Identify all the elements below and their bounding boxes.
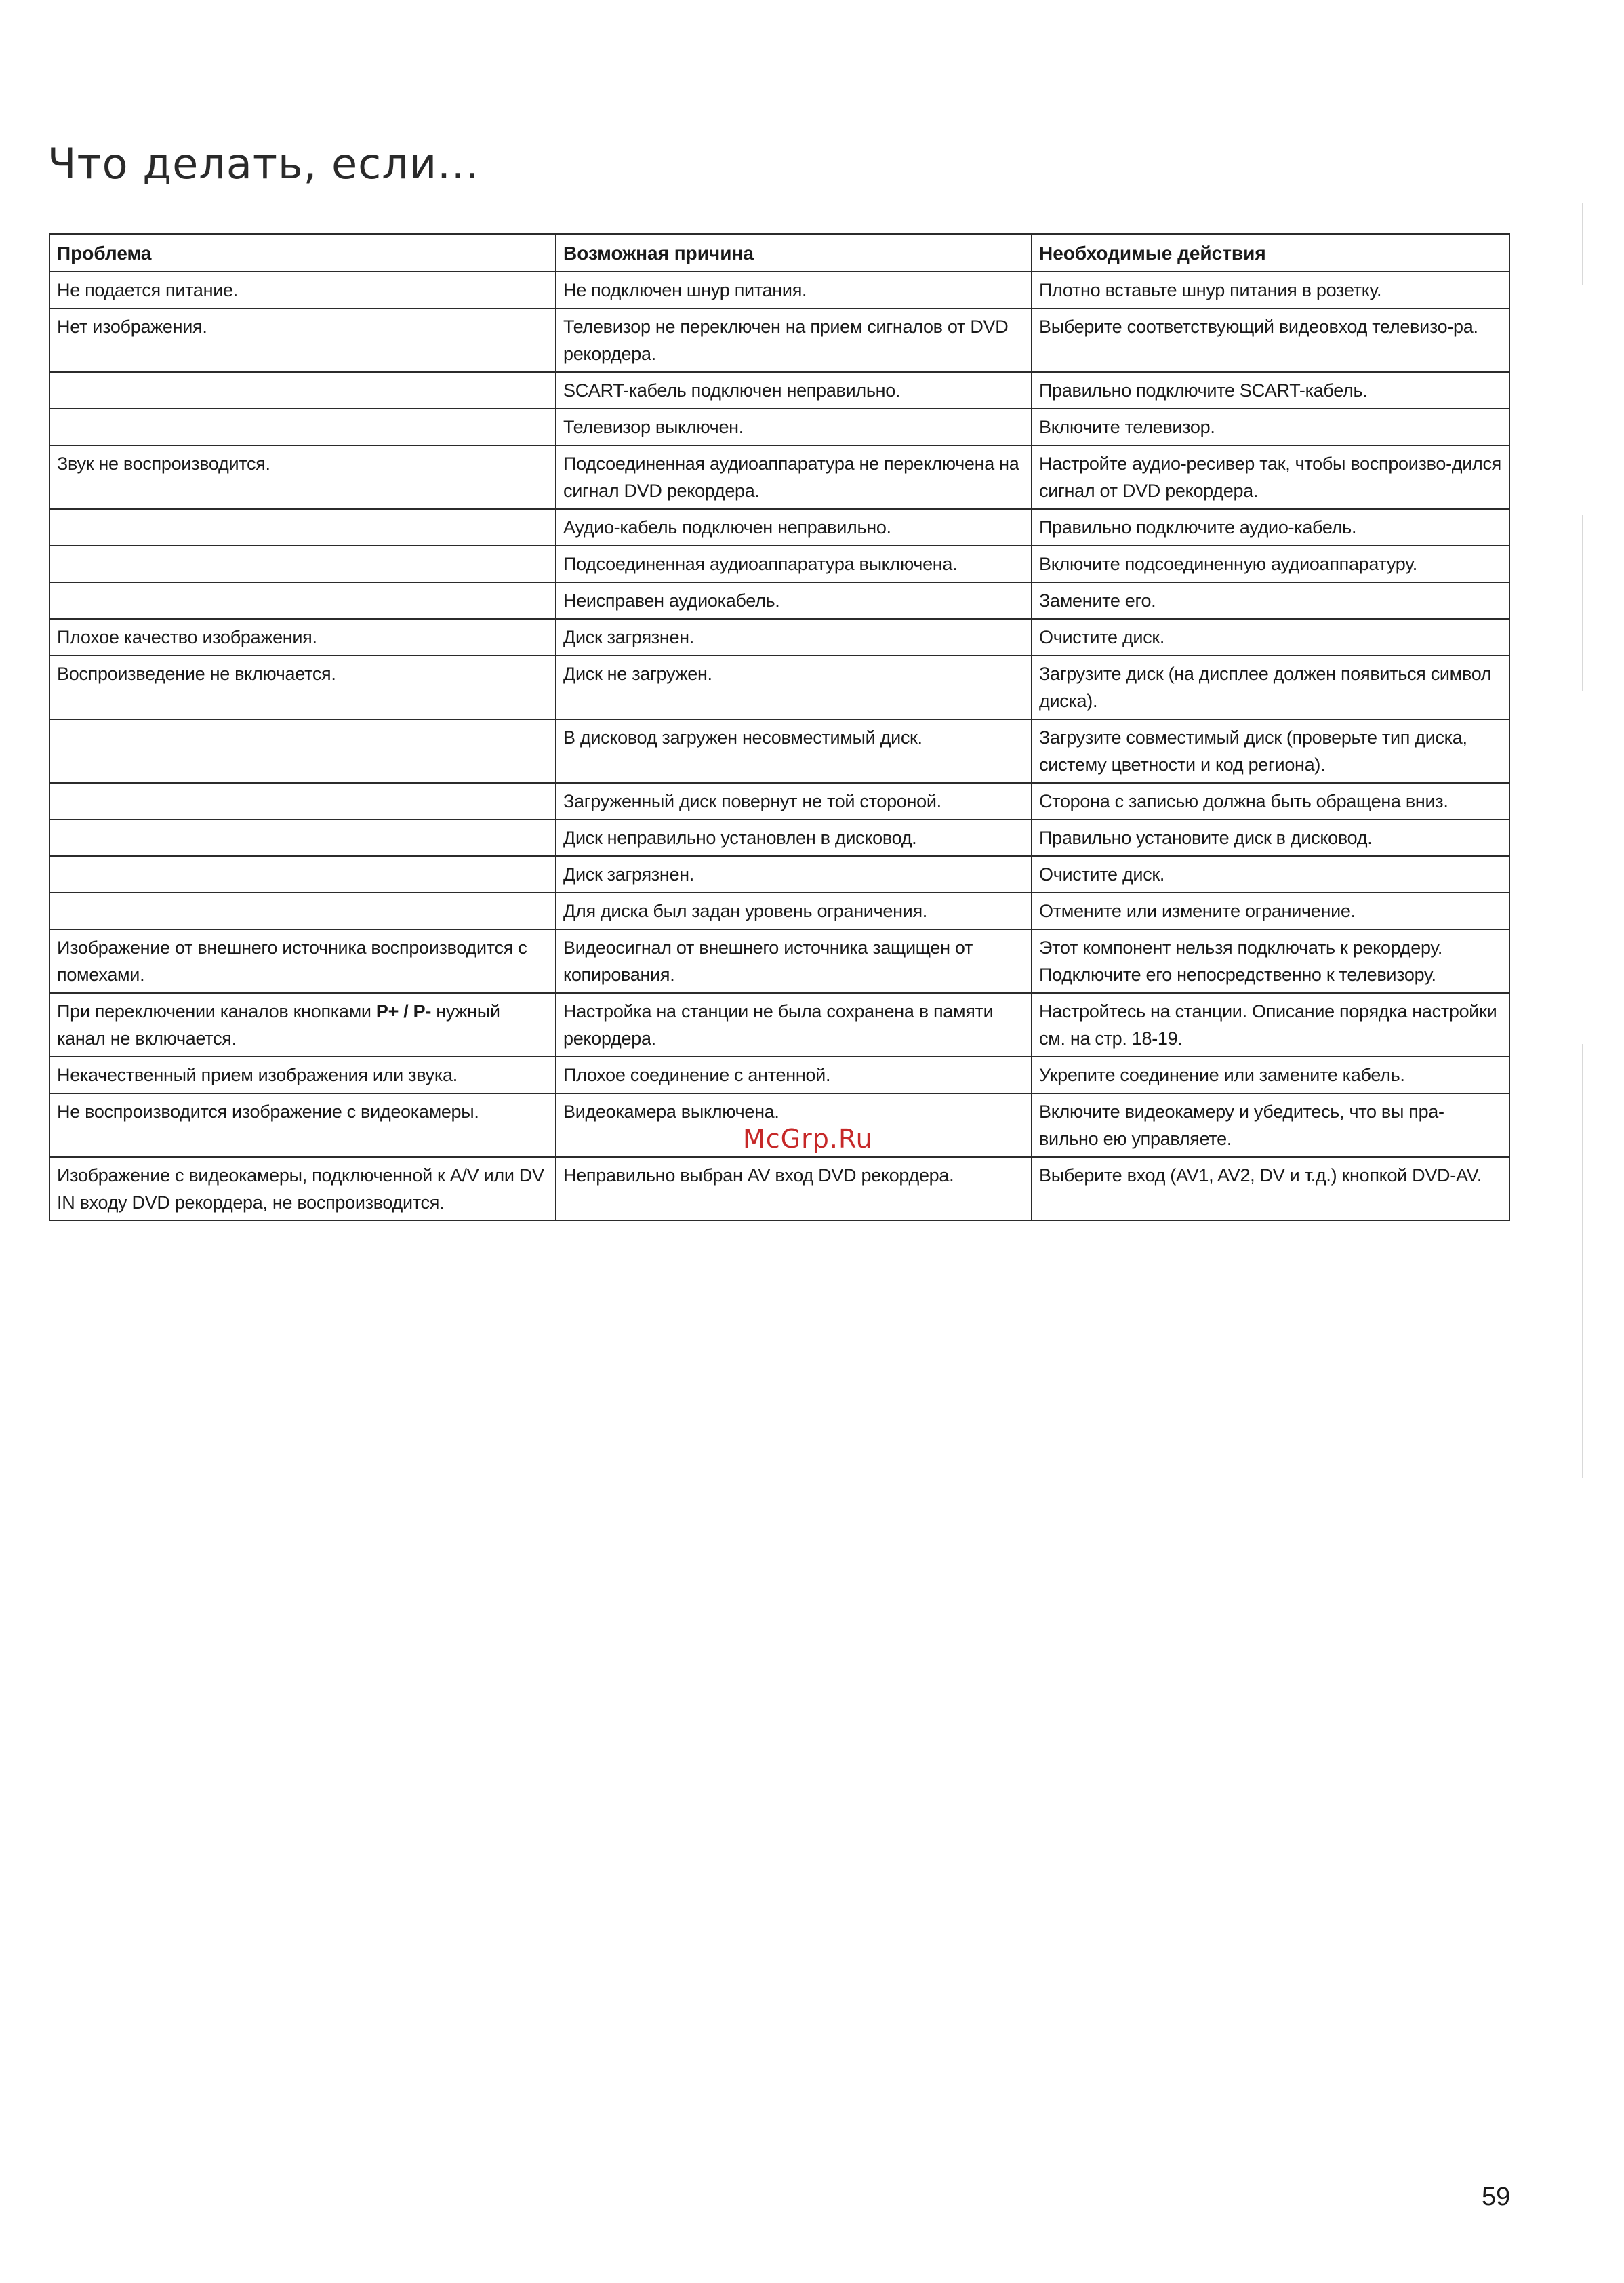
cell-problem: Изображение от внешнего источника воспроизводится с помехами. — [49, 929, 556, 993]
cell-cause: Загруженный диск повернут не той стороной. — [556, 783, 1032, 820]
table-header-row — [49, 234, 1509, 272]
cell-cause: Неисправен аудиокабель. — [556, 582, 1032, 619]
cell-action: Плотно вставьте шнур питания в розетку. — [1032, 272, 1509, 308]
cell-cause: Подсоединенная аудиоаппаратура не переключена на сигнал DVD рекордера. — [556, 445, 1032, 509]
cell-action: Сторона с записью должна быть обращена вниз. — [1032, 783, 1509, 820]
cell-cause: Для диска был задан уровень ограничения. — [556, 893, 1032, 929]
cell-problem — [49, 582, 556, 619]
cell-cause: Неправильно выбран AV вход DVD рекордера. — [556, 1157, 1032, 1221]
cell-problem: Некачественный прием изображения или звука. — [49, 1057, 556, 1093]
cell-action: Выберите соответствующий видеовход телевизо-ра. — [1032, 308, 1509, 372]
cell-action: Выберите вход (AV1, AV2, DV и т.д.) кнопкой DVD-AV. — [1032, 1157, 1509, 1221]
page-number: 59 — [1482, 2183, 1511, 2211]
cell-action: Включите телевизор. — [1032, 409, 1509, 445]
table-row — [49, 856, 1509, 893]
cell-action: Загрузите диск (на дисплее должен появиться символ диска). — [1032, 655, 1509, 719]
table-row — [49, 1157, 1509, 1221]
cell-cause: Подсоединенная аудиоаппаратура выключена. — [556, 546, 1032, 582]
cell-problem: Не подается питание. — [49, 272, 556, 308]
cell-cause: В дисковод загружен несовместимый диск. — [556, 719, 1032, 783]
table-row — [49, 619, 1509, 655]
cell-cause: Видеокамера выключена. — [556, 1093, 1032, 1157]
cell-cause: Не подключен шнур питания. — [556, 272, 1032, 308]
cell-problem — [49, 546, 556, 582]
page-title: Что делать, если... — [47, 139, 480, 188]
table-row — [49, 582, 1509, 619]
table-row — [49, 783, 1509, 820]
scan-edge-mark — [1582, 203, 1583, 285]
table-row — [49, 719, 1509, 783]
cell-problem — [49, 372, 556, 409]
cell-action: Этот компонент нельзя подключать к рекордеру. Подключите его непосредственно к телевизору. — [1032, 929, 1509, 993]
table-row — [49, 509, 1509, 546]
cell-cause: Диск загрязнен. — [556, 619, 1032, 655]
cell-problem — [49, 719, 556, 783]
cell-problem — [49, 509, 556, 546]
cell-problem: Плохое качество изображения. — [49, 619, 556, 655]
cell-action: Настройтесь на станции. Описание порядка настройки см. на стр. 18-19. — [1032, 993, 1509, 1057]
troubleshooting-table — [49, 233, 1510, 1221]
cell-problem — [49, 993, 556, 1057]
cell-problem: Звук не воспроизводится. — [49, 445, 556, 509]
scan-edge-mark — [1582, 1044, 1583, 1478]
cell-problem: Воспроизведение не включается. — [49, 655, 556, 719]
cell-cause: SCART-кабель подключен неправильно. — [556, 372, 1032, 409]
header-action: Необходимые действия — [1032, 234, 1509, 272]
cell-problem: Не воспроизводится изображение с видеокамеры. — [49, 1093, 556, 1157]
cell-cause: Телевизор не переключен на прием сигналов от DVD рекордера. — [556, 308, 1032, 372]
cell-cause: Настройка на станции не была сохранена в памяти рекордера. — [556, 993, 1032, 1057]
table-row — [49, 546, 1509, 582]
cell-action: Отмените или измените ограничение. — [1032, 893, 1509, 929]
table-row — [49, 372, 1509, 409]
cell-cause: Плохое соединение с антенной. — [556, 1057, 1032, 1093]
cell-action: Включите подсоединенную аудиоаппаратуру. — [1032, 546, 1509, 582]
cell-cause: Диск загрязнен. — [556, 856, 1032, 893]
table-row — [49, 272, 1509, 308]
table-row — [49, 655, 1509, 719]
cell-problem — [49, 856, 556, 893]
cell-problem: Изображение с видеокамеры, подключенной к A/V или DV IN входу DVD рекордера, не воспроизводится. — [49, 1157, 556, 1221]
scan-edge-mark — [1582, 515, 1583, 691]
cell-action: Очистите диск. — [1032, 619, 1509, 655]
cell-action: Правильно подключите аудио-кабель. — [1032, 509, 1509, 546]
header-problem: Проблема — [49, 234, 556, 272]
header-cause: Возможная причина — [556, 234, 1032, 272]
cell-cause: Телевизор выключен. — [556, 409, 1032, 445]
cell-action: Укрепите соединение или замените кабель. — [1032, 1057, 1509, 1093]
cell-action: Включите видеокамеру и убедитесь, что вы пра-вильно ею управляете. — [1032, 1093, 1509, 1157]
table-row — [49, 929, 1509, 993]
cell-action: Правильно установите диск в дисковод. — [1032, 820, 1509, 856]
table-row — [49, 893, 1509, 929]
table-row — [49, 445, 1509, 509]
table-row — [49, 993, 1509, 1057]
cell-problem — [49, 820, 556, 856]
cell-problem — [49, 893, 556, 929]
cell-action: Очистите диск. — [1032, 856, 1509, 893]
cell-action: Загрузите совместимый диск (проверьте тип диска, систему цветности и код региона). — [1032, 719, 1509, 783]
cell-problem — [49, 783, 556, 820]
table-row — [49, 1057, 1509, 1093]
cell-problem-text: При переключении каналов кнопками — [57, 1001, 376, 1022]
cell-cause: Видеосигнал от внешнего источника защищен от копирования. — [556, 929, 1032, 993]
cell-problem — [49, 409, 556, 445]
cell-cause: Диск не загружен. — [556, 655, 1032, 719]
table-row — [49, 308, 1509, 372]
cell-cause: Аудио-кабель подключен неправильно. — [556, 509, 1032, 546]
cell-cause: Диск неправильно установлен в дисковод. — [556, 820, 1032, 856]
channel-keys-label: P+ / P- — [375, 1001, 432, 1022]
cell-action: Настройте аудио-ресивер так, чтобы воспроизво-дился сигнал от DVD рекордера. — [1032, 445, 1509, 509]
cell-action: Замените его. — [1032, 582, 1509, 619]
cell-action: Правильно подключите SCART-кабель. — [1032, 372, 1509, 409]
cell-problem-text: нужный канал не включается. — [57, 1001, 500, 1049]
table-row — [49, 409, 1509, 445]
table-row — [49, 820, 1509, 856]
watermark: McGrp.Ru — [743, 1124, 873, 1154]
cell-problem: Нет изображения. — [49, 308, 556, 372]
